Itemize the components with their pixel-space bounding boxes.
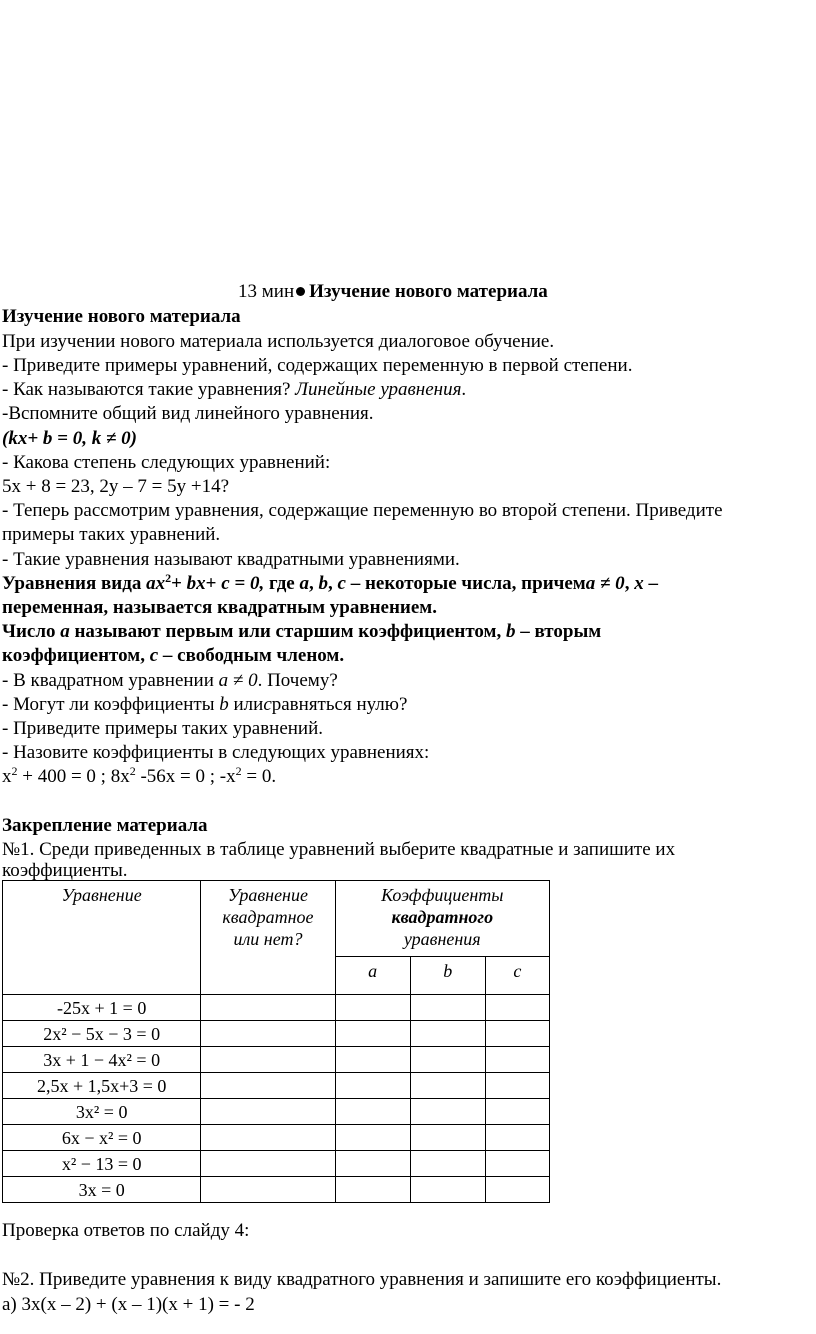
table-row <box>3 1125 550 1151</box>
intro-question-4: - Какова степень следующих уравнений: <box>2 452 331 473</box>
column-header-coefficients: Коэффициенты квадратного уравнения <box>335 881 549 957</box>
coef-a-cell[interactable] <box>335 1151 410 1177</box>
task-2-equation-a: а) 3x(x – 2) + (x – 1)(x + 1) = - 2 <box>2 1294 255 1315</box>
equation-cell: 3x + 1 − 4x² = 0 <box>3 1047 201 1073</box>
question-4: - Назовите коэффициенты в следующих уравнениях: <box>2 742 430 763</box>
subheader-a: a <box>335 957 410 995</box>
intro-statement: - Такие уравнения называют квадратными уравнениями. <box>2 549 460 570</box>
answer-cell[interactable] <box>201 1125 335 1151</box>
definition-line-3: Число a называют первым или старшим коэффициентом, b – вторым <box>2 621 602 642</box>
consolidation-heading: Закрепление материала <box>2 815 208 836</box>
table-row <box>3 1151 550 1177</box>
coef-a-cell[interactable] <box>335 1047 410 1073</box>
question-2: - Могут ли коэффициенты b илиcравняться нулю? <box>2 694 408 715</box>
coef-c-cell[interactable] <box>485 1125 549 1151</box>
coef-b-cell[interactable] <box>410 1151 485 1177</box>
bullet-icon <box>296 287 305 296</box>
column-header-equation: Уравнение <box>3 881 201 995</box>
coef-c-cell[interactable] <box>485 1099 549 1125</box>
equation-cell: 2,5x + 1,5x+3 = 0 <box>3 1073 201 1099</box>
intro-paragraph: При изучении нового материала используется диалоговое обучение. <box>2 331 555 352</box>
table-row <box>3 1073 550 1099</box>
intro-heading: Изучение нового материала <box>2 306 241 327</box>
task-1-line1: №1. Среди приведенных в таблице уравнений выберите квадратные и запишите их <box>2 839 676 860</box>
subheader-c: c <box>485 957 549 995</box>
answer-cell[interactable] <box>201 1073 335 1099</box>
task-2-text: №2. Приведите уравнения к виду квадратного уравнения и запишите его коэффициенты. <box>2 1269 722 1290</box>
coef-c-cell[interactable] <box>485 995 549 1021</box>
coef-c-cell[interactable] <box>485 1151 549 1177</box>
coef-a-cell[interactable] <box>335 995 410 1021</box>
coef-a-cell[interactable] <box>335 1021 410 1047</box>
answer-cell[interactable] <box>201 1021 335 1047</box>
definition-line-2: переменная, называется квадратным уравнением. <box>2 597 437 618</box>
intro-question-3: -Вспомните общий вид линейного уравнения. <box>2 403 374 424</box>
coef-b-cell[interactable] <box>410 1047 485 1073</box>
table-row <box>3 1099 550 1125</box>
duration-label: 13 мин <box>238 281 295 302</box>
answer-check-note: Проверка ответов по слайду 4: <box>2 1220 250 1241</box>
intro-question-1: - Приведите примеры уравнений, содержащих переменную в первой степени. <box>2 355 633 376</box>
equation-cell: 6x − x² = 0 <box>3 1125 201 1151</box>
answer-cell[interactable] <box>201 1099 335 1125</box>
coef-b-cell[interactable] <box>410 1099 485 1125</box>
equation-cell: 2x² − 5x − 3 = 0 <box>3 1021 201 1047</box>
coef-c-cell[interactable] <box>485 1073 549 1099</box>
table-row <box>3 1177 550 1203</box>
coef-a-cell[interactable] <box>335 1099 410 1125</box>
coefficient-examples: $x^2 + 400 = 0$ ; $8x^2$ -56x = 0 ; $-x^2 = 0$. <box>2 764 277 787</box>
subheader-b: b <box>410 957 485 995</box>
equation-cell: 3x² = 0 <box>3 1099 201 1125</box>
coef-b-cell[interactable] <box>410 995 485 1021</box>
answer-cell[interactable] <box>201 995 335 1021</box>
definition-line-1: Уравнения вида $ax^2+ bx+ c = 0$, где a, b, c – некоторые числа, причемa ≠ 0, x – <box>2 571 658 594</box>
task-1-line2: коэффициенты. <box>2 860 128 881</box>
intro-question-5-line2: примеры таких уравнений. <box>2 524 221 545</box>
equation-cell: x² − 13 = 0 <box>3 1151 201 1177</box>
answer-cell[interactable] <box>201 1177 335 1203</box>
column-header-is-quadratic: Уравнение квадратное или нет? <box>201 881 335 995</box>
answer-cell[interactable] <box>201 1047 335 1073</box>
coef-b-cell[interactable] <box>410 1177 485 1203</box>
coef-b-cell[interactable] <box>410 1125 485 1151</box>
intro-question-2: - Как называются такие уравнения? Линейные уравнения. <box>2 379 467 400</box>
table-row <box>3 1021 550 1047</box>
question-1: - В квадратном уравнении a ≠ 0. Почему? <box>2 670 338 691</box>
coef-a-cell[interactable] <box>335 1125 410 1151</box>
definition-line-4: коэффициентом, c – свободным членом. <box>2 645 345 666</box>
linear-equation-form: (kx+ b = 0, k ≠ 0) <box>2 428 137 449</box>
table-row <box>3 995 550 1021</box>
coef-a-cell[interactable] <box>335 1177 410 1203</box>
coef-b-cell[interactable] <box>410 1021 485 1047</box>
equations-table <box>2 880 550 1203</box>
table-row <box>3 1047 550 1073</box>
coef-c-cell[interactable] <box>485 1177 549 1203</box>
example-equations: 5x + 8 = 23, 2y – 7 = 5y +14? <box>2 476 230 497</box>
section-title: Изучение нового материала <box>309 281 548 302</box>
section-header <box>238 280 548 304</box>
coef-b-cell[interactable] <box>410 1073 485 1099</box>
coef-a-cell[interactable] <box>335 1073 410 1099</box>
question-3: - Приведите примеры таких уравнений. <box>2 718 324 739</box>
equation-cell: -25x + 1 = 0 <box>3 995 201 1021</box>
coef-c-cell[interactable] <box>485 1021 549 1047</box>
coef-c-cell[interactable] <box>485 1047 549 1073</box>
equation-cell: 3x = 0 <box>3 1177 201 1203</box>
answer-cell[interactable] <box>201 1151 335 1177</box>
intro-question-5-line1: - Теперь рассмотрим уравнения, содержащие переменную во второй степени. Приведите <box>2 500 723 521</box>
